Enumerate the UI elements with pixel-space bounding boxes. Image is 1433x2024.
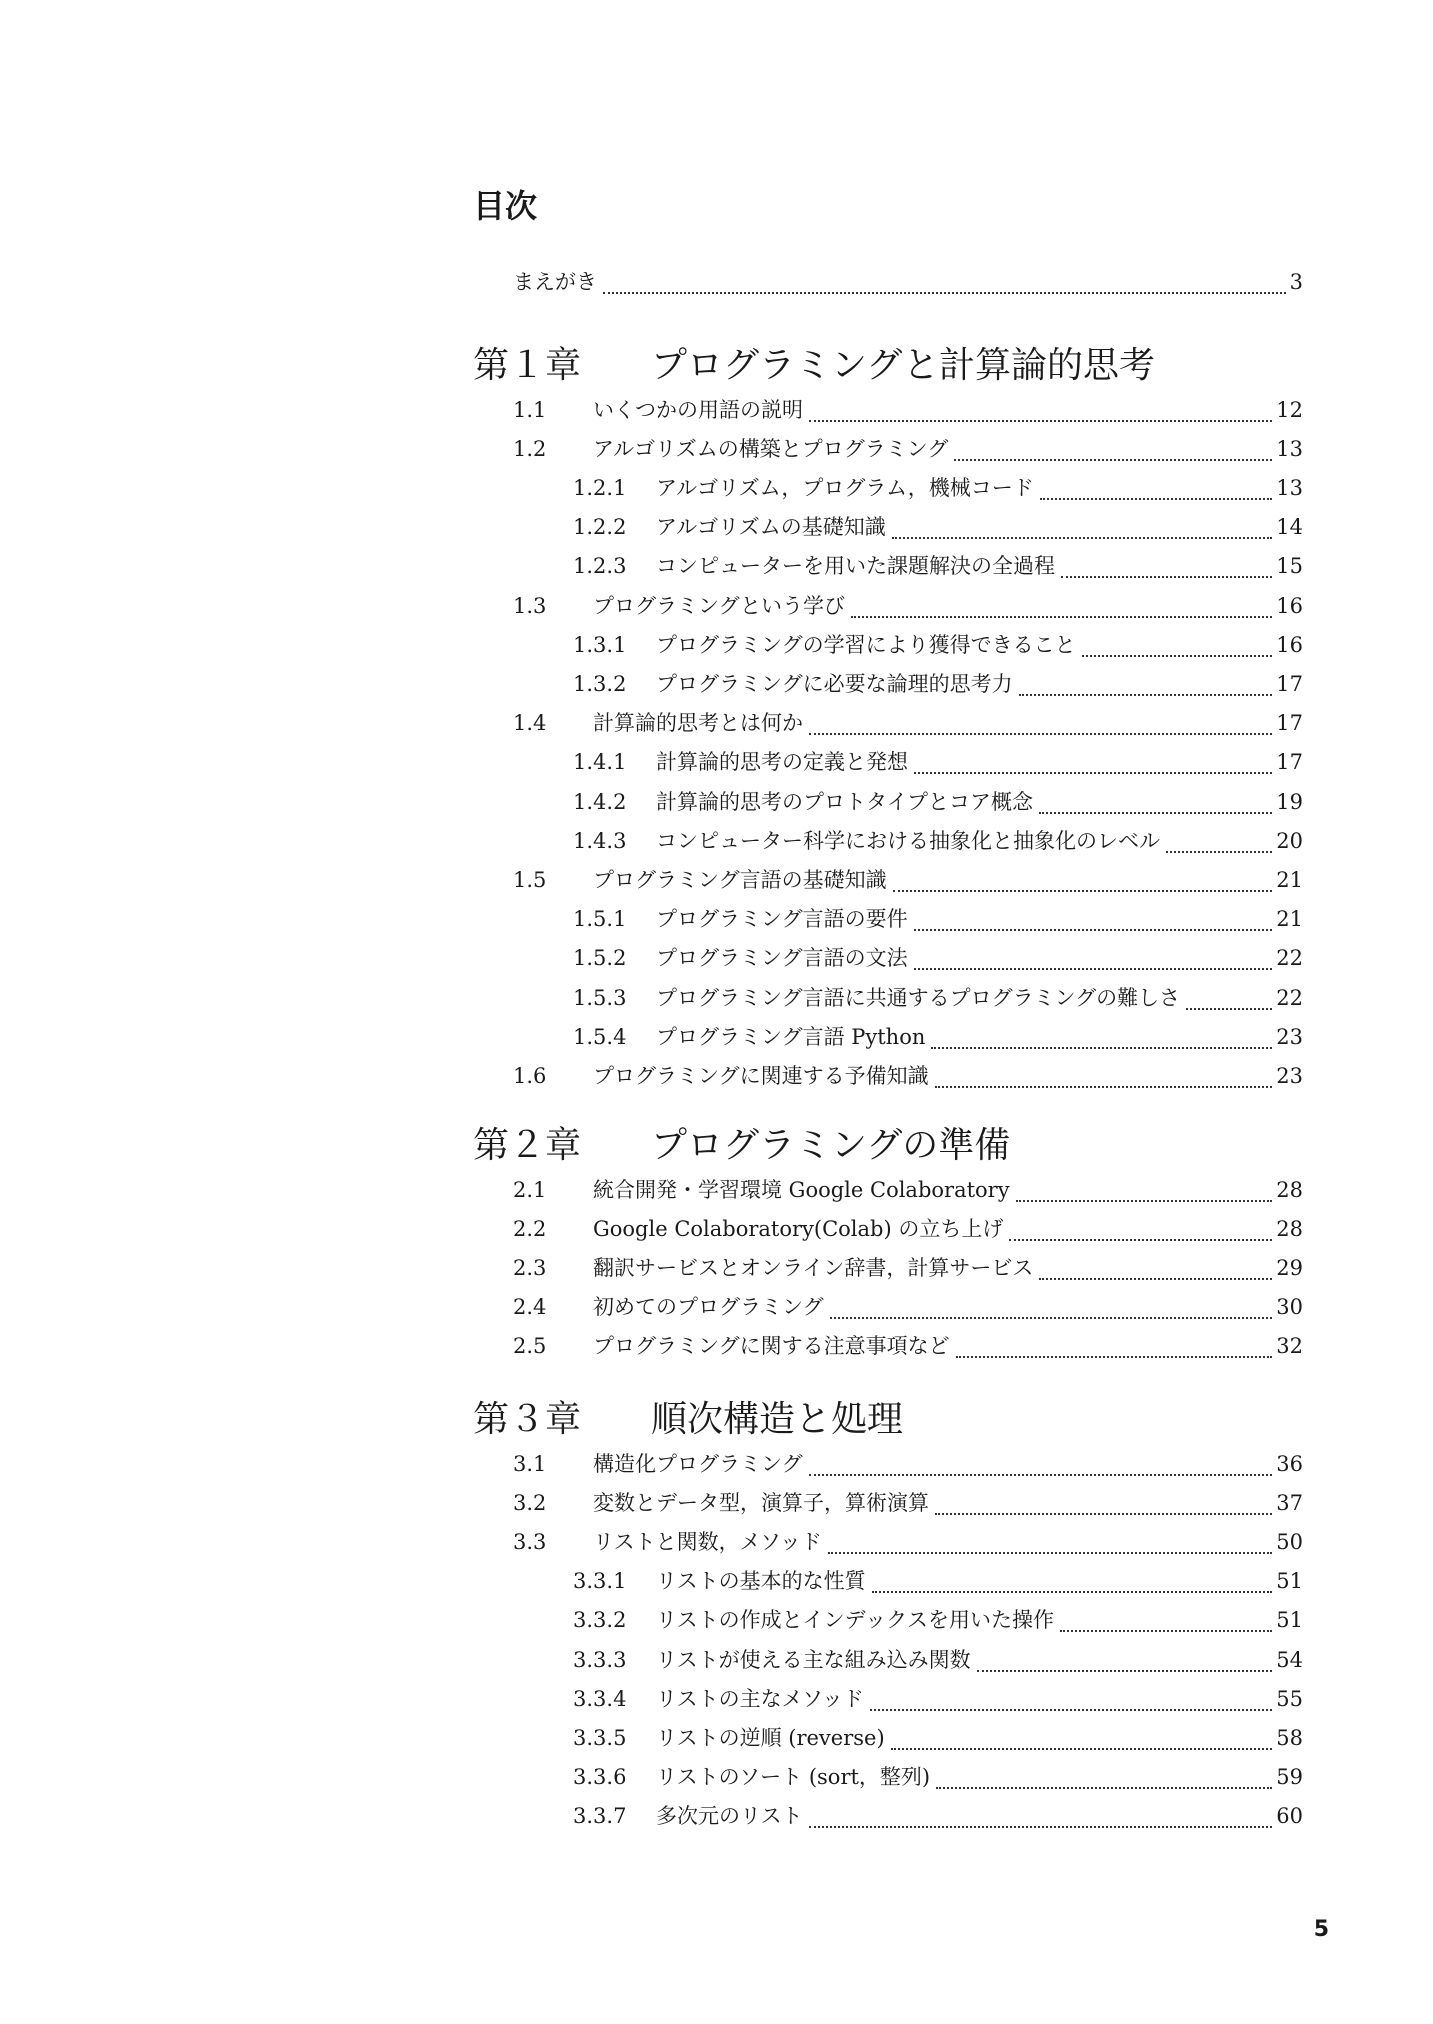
dot-leader [1040, 496, 1272, 500]
dot-leader [1166, 849, 1272, 853]
toc-entry-title: アルゴリズム，プログラム，機械コード [656, 475, 1034, 500]
chapter-title: プログラミングの準備 [651, 1125, 1011, 1166]
toc-entry-preface[interactable] [513, 262, 1303, 301]
toc-entry-page: 17 [1276, 750, 1303, 775]
toc-entry-number: 3.3.1 [573, 1569, 627, 1594]
dot-leader [914, 966, 1273, 970]
toc-entry-title: アルゴリズムの構築とプログラミング [593, 436, 949, 461]
toc-entry-title: リストの主なメソッド [656, 1686, 864, 1711]
chapter-number: 第２章 [473, 1125, 582, 1166]
toc-entry-page: 13 [1276, 436, 1303, 461]
toc-entry-page: 28 [1276, 1177, 1303, 1202]
chapter-heading[interactable] [473, 340, 1303, 392]
toc-subsection-entry[interactable] [573, 1758, 1303, 1797]
toc-entry-title: 計算論的思考とは何か [593, 711, 803, 736]
toc-entry-title: いくつかの用語の説明 [593, 397, 803, 422]
toc-subsection-entry[interactable] [573, 625, 1303, 664]
toc-entry-page: 19 [1276, 789, 1303, 814]
toc-entry-title: コンピューターを用いた課題解決の全過程 [656, 554, 1055, 579]
toc-title: 目次 [473, 187, 538, 225]
toc-entry-number: 3.3.7 [573, 1804, 627, 1829]
toc-entry-page: 29 [1276, 1255, 1303, 1280]
toc-entry-page: 55 [1276, 1686, 1303, 1711]
toc-subsection-entry[interactable] [573, 468, 1303, 507]
toc-entry-title: アルゴリズムの基礎知識 [656, 515, 886, 540]
toc-entry-title: プログラミングの学習により獲得できること [656, 632, 1076, 657]
toc-entry-number: 1.5.1 [573, 907, 627, 932]
toc-entry-page: 59 [1276, 1765, 1303, 1790]
toc-entry-number: 1.3 [513, 593, 547, 618]
toc-subsection-entry[interactable] [573, 1601, 1303, 1640]
dot-leader [914, 770, 1272, 774]
dot-leader [977, 1668, 1273, 1672]
toc-entry-number: 3.3.4 [573, 1686, 627, 1711]
toc-subsection-entry[interactable] [573, 939, 1303, 978]
toc-entry-page: 21 [1276, 907, 1303, 932]
toc-section-entry[interactable] [513, 860, 1303, 899]
toc-entry-page: 3 [1289, 269, 1303, 294]
toc-subsection-entry[interactable] [573, 743, 1303, 782]
toc-entry-number: 1.4.1 [573, 750, 627, 775]
toc-entry-number: 2.4 [513, 1295, 547, 1320]
toc-entry-title: プログラミングに関連する予備知識 [593, 1063, 929, 1088]
toc-entry-page: 51 [1276, 1569, 1303, 1594]
toc-entry-title: リストの作成とインデックスを用いた操作 [656, 1608, 1054, 1633]
toc-entry-page: 58 [1276, 1725, 1303, 1750]
dot-leader [892, 535, 1273, 539]
toc-entry-title: リストが使える主な組み込み関数 [656, 1647, 971, 1672]
toc-subsection-entry[interactable] [573, 978, 1303, 1017]
dot-leader [809, 731, 1272, 735]
dot-leader [872, 1589, 1273, 1593]
toc-entry-title: 多次元のリスト [656, 1804, 803, 1829]
toc-entry-title: まえがき [513, 269, 597, 294]
toc-subsection-entry[interactable] [573, 900, 1303, 939]
dot-leader [1186, 1006, 1272, 1010]
toc-entry-page: 15 [1276, 554, 1303, 579]
dot-leader [1019, 692, 1273, 696]
dot-leader [1060, 1628, 1272, 1632]
toc-entry-page: 17 [1276, 711, 1303, 736]
dot-leader [603, 290, 1286, 294]
toc-subsection-entry[interactable] [573, 664, 1303, 703]
toc-entry-title: プログラミングに必要な論理的思考力 [656, 671, 1013, 696]
toc-entry-page: 23 [1276, 1063, 1303, 1088]
chapter-number: 第３章 [473, 1399, 582, 1440]
toc-entry-number: 2.2 [513, 1216, 547, 1241]
toc-subsection-entry[interactable] [573, 782, 1303, 821]
dot-leader [1061, 574, 1272, 578]
toc-entry-number: 1.2.3 [573, 554, 627, 579]
toc-entry-number: 1.3.2 [573, 671, 627, 696]
toc-entry-page: 12 [1276, 397, 1303, 422]
dot-leader [809, 1824, 1273, 1828]
toc-entry-title: Google Colaboratory(Colab) の立ち上げ [593, 1216, 1004, 1241]
toc-subsection-entry[interactable] [573, 1640, 1303, 1679]
dot-leader [1039, 810, 1272, 814]
toc-entry-number: 3.1 [513, 1451, 547, 1476]
toc-subsection-entry[interactable] [573, 547, 1303, 586]
toc-section-entry[interactable] [513, 1444, 1303, 1483]
toc-entry-page: 13 [1276, 475, 1303, 500]
chapter-title: 順次構造と処理 [651, 1399, 904, 1440]
toc-section-entry[interactable] [513, 586, 1303, 625]
toc-entry-number: 1.5.3 [573, 985, 627, 1010]
toc-entry-number: 2.3 [513, 1255, 547, 1280]
toc-entry-title: プログラミング言語に共通するプログラミングの難しさ [656, 985, 1181, 1010]
toc-subsection-entry[interactable] [573, 1797, 1303, 1836]
dot-leader [935, 1084, 1273, 1088]
toc-entry-number: 3.2 [513, 1490, 547, 1515]
dot-leader [954, 457, 1272, 461]
toc-subsection-entry[interactable] [573, 1562, 1303, 1601]
toc-entry-title: 変数とデータ型，演算子，算術演算 [593, 1490, 929, 1515]
chapter-heading[interactable] [473, 1120, 1303, 1172]
toc-section-entry[interactable] [513, 1056, 1303, 1095]
toc-section-entry[interactable] [513, 1483, 1303, 1522]
toc-subsection-entry[interactable] [573, 821, 1303, 860]
toc-entry-number: 1.3.1 [573, 632, 627, 657]
toc-entry-page: 22 [1276, 946, 1303, 971]
toc-subsection-entry[interactable] [573, 1718, 1303, 1757]
toc-entry-page: 22 [1276, 985, 1303, 1010]
toc-entry-title: コンピューター科学における抽象化と抽象化のレベル [656, 828, 1160, 853]
chapter-title: プログラミングと計算論的思考 [651, 345, 1156, 386]
toc-entry-title: 構造化プログラミング [593, 1451, 803, 1476]
toc-subsection-entry[interactable] [573, 1679, 1303, 1718]
toc-entry-number: 1.5.4 [573, 1024, 627, 1049]
toc-entry-number: 1.4.3 [573, 828, 627, 853]
toc-entry-number: 3.3.5 [573, 1725, 627, 1750]
dot-leader [828, 1550, 1272, 1554]
toc-section-entry[interactable] [513, 1288, 1303, 1327]
toc-section-entry[interactable] [513, 1170, 1303, 1209]
toc-entry-title: 計算論的思考の定義と発想 [656, 750, 908, 775]
toc-entry-number: 1.4.2 [573, 789, 627, 814]
toc-entry-title: 統合開発・学習環境 Google Colaboratory [593, 1177, 1010, 1202]
dot-leader [1039, 1276, 1272, 1280]
toc-entry-number: 3.3.3 [573, 1647, 627, 1672]
toc-entry-page: 16 [1276, 632, 1303, 657]
toc-entry-page: 17 [1276, 671, 1303, 696]
toc-section-entry[interactable] [513, 1209, 1303, 1248]
toc-entry-title: 初めてのプログラミング [593, 1295, 824, 1320]
dot-leader [956, 1354, 1273, 1358]
toc-entry-title: プログラミング言語の文法 [656, 946, 908, 971]
chapter-number: 第１章 [473, 345, 582, 386]
dot-leader [830, 1315, 1273, 1319]
toc-entry-page: 28 [1276, 1216, 1303, 1241]
chapter-heading[interactable] [473, 1394, 1303, 1446]
toc-entry-page: 30 [1276, 1295, 1303, 1320]
toc-entry-number: 2.5 [513, 1334, 547, 1359]
dot-leader [1009, 1237, 1272, 1241]
toc-entry-title: プログラミングという学び [593, 593, 845, 618]
toc-entry-title: リストの基本的な性質 [656, 1569, 866, 1594]
toc-subsection-entry[interactable] [573, 508, 1303, 547]
toc-entry-number: 1.1 [513, 397, 547, 422]
toc-entry-title: プログラミング言語の基礎知識 [593, 867, 887, 892]
dot-leader [1082, 653, 1273, 657]
toc-entry-number: 3.3 [513, 1529, 547, 1554]
toc-entry-title: プログラミングに関する注意事項など [593, 1334, 950, 1359]
toc-section-entry[interactable] [513, 1327, 1303, 1366]
toc-entry-page: 21 [1276, 867, 1303, 892]
toc-section-entry[interactable] [513, 1248, 1303, 1287]
toc-entry-number: 1.2.1 [573, 475, 627, 500]
toc-entry-number: 1.2.2 [573, 515, 627, 540]
toc-section-entry[interactable] [513, 1522, 1303, 1561]
dot-leader [870, 1707, 1272, 1711]
toc-entry-page: 54 [1276, 1647, 1303, 1672]
toc-entry-title: プログラミング言語の要件 [656, 907, 908, 932]
toc-entry-number: 2.1 [513, 1177, 547, 1202]
toc-entry-number: 3.3.2 [573, 1608, 627, 1633]
toc-entry-page: 20 [1276, 828, 1303, 853]
dot-leader [936, 1785, 1272, 1789]
page-number: 5 [1313, 1917, 1329, 1942]
dot-leader [809, 1472, 1273, 1476]
toc-entry-title: リストのソート (sort，整列) [656, 1765, 931, 1790]
toc-entry-title: リストと関数，メソッド [593, 1529, 822, 1554]
toc-entry-title: リストの逆順 (reverse) [656, 1725, 885, 1750]
toc-entry-page: 32 [1276, 1334, 1303, 1359]
toc-entry-page: 51 [1276, 1608, 1303, 1633]
dot-leader [935, 1511, 1272, 1515]
toc-entry-number: 1.2 [513, 436, 547, 461]
dot-leader [891, 1746, 1273, 1750]
toc-subsection-entry[interactable] [573, 1017, 1303, 1056]
toc-entry-number: 1.5 [513, 867, 547, 892]
toc-entry-page: 37 [1276, 1490, 1303, 1515]
toc-entry-number: 1.6 [513, 1063, 547, 1088]
toc-entry-page: 16 [1276, 593, 1303, 618]
toc-section-entry[interactable] [513, 429, 1303, 468]
toc-entry-page: 36 [1276, 1451, 1303, 1476]
dot-leader [809, 418, 1272, 422]
toc-entry-title: プログラミング言語 Python [656, 1024, 926, 1049]
toc-entry-page: 50 [1276, 1529, 1303, 1554]
dot-leader [914, 927, 1273, 931]
dot-leader [893, 888, 1273, 892]
toc-entry-page: 14 [1276, 515, 1303, 540]
toc-section-entry[interactable] [513, 390, 1303, 429]
toc-entry-number: 3.3.6 [573, 1765, 627, 1790]
dot-leader [1016, 1198, 1273, 1202]
toc-section-entry[interactable] [513, 704, 1303, 743]
toc-entry-title: 計算論的思考のプロトタイプとコア概念 [656, 789, 1033, 814]
toc-entry-page: 60 [1276, 1804, 1303, 1829]
toc-entry-page: 23 [1276, 1024, 1303, 1049]
toc-entry-number: 1.5.2 [573, 946, 627, 971]
toc-entry-number: 1.4 [513, 711, 547, 736]
toc-entry-title: 翻訳サービスとオンライン辞書，計算サービス [593, 1255, 1034, 1280]
dot-leader [931, 1045, 1272, 1049]
dot-leader [851, 614, 1272, 618]
